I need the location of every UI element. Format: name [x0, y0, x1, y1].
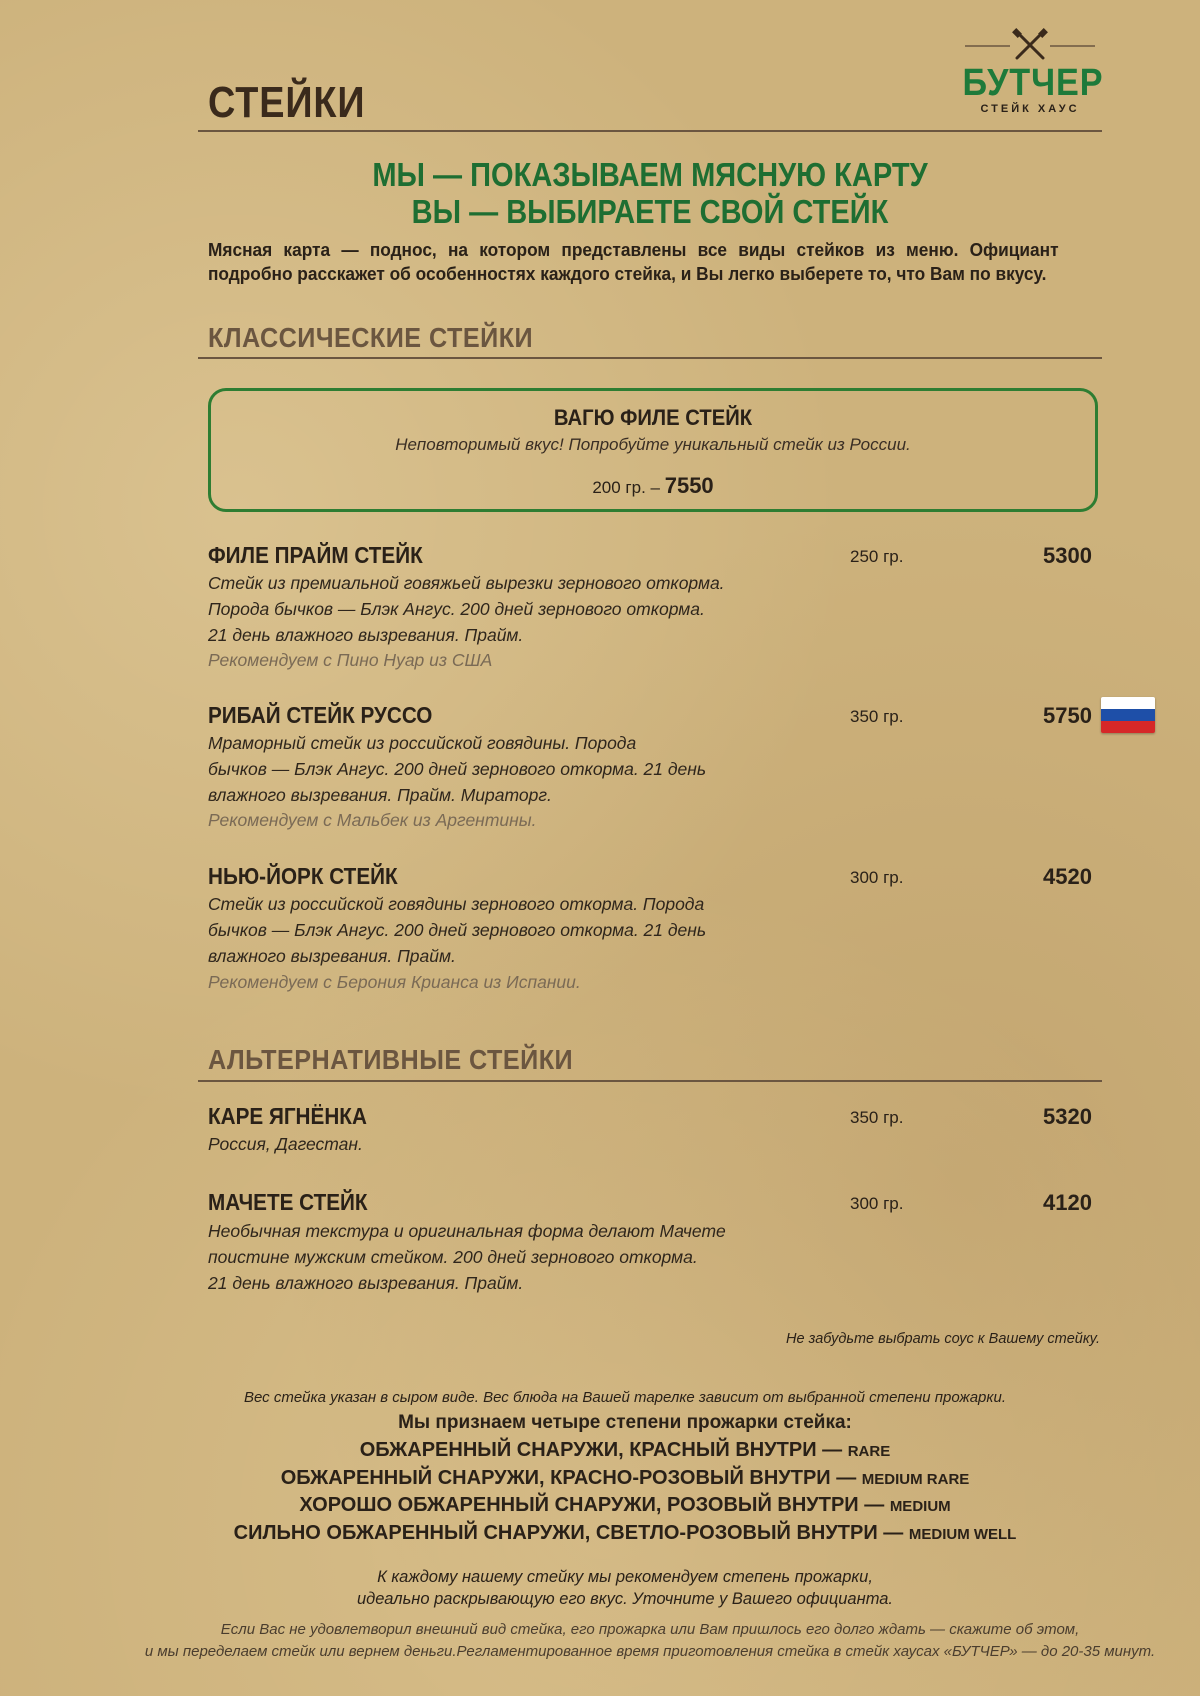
doneness-intro: Мы признаем четыре степени прожарки стейка: [398, 1412, 852, 1433]
guarantee-note-line: Если Вас не удовлетворил внешний вид стейка, его прожарка или Вам пришлось его долго ждать — скажите об этом, [220, 1621, 1080, 1638]
menu-item-desc-line: 21 день влажного вызревания. Прайм. [208, 1273, 524, 1293]
doneness-level [150, 1467, 1100, 1490]
doneness-recommendation-line: идеально раскрывающую его вкус. Уточните у Вашего официанта. [356, 1590, 894, 1608]
menu-item-weight: 300 гр. [850, 1194, 904, 1213]
menu-item-weight: 250 гр. [850, 547, 904, 566]
slogan-line-1: МЫ — ПОКАЗЫВАЕМ МЯСНУЮ КАРТУ [372, 156, 928, 193]
doneness-level-ru: СИЛЬНО ОБЖАРЕННЫЙ СНАРУЖИ, СВЕТЛО-РОЗОВЫЙ ВНУТРИ — [233, 1522, 904, 1544]
menu-item-desc [208, 730, 808, 808]
menu-item-weight: 300 гр. [850, 868, 904, 887]
page-title: СТЕЙКИ [208, 78, 366, 127]
doneness-level-ru: ХОРОШО ОБЖАРЕННЫЙ СНАРУЖИ, РОЗОВЫЙ ВНУТРИ — [299, 1494, 885, 1516]
menu-item-desc-line: бычков — Блэк Ангус. 200 дней зернового откорма. 21 день [208, 759, 707, 779]
menu-item-desc-line: Мраморный стейк из российской говядины. Порода [208, 733, 637, 753]
menu-item-desc-line: Стейк из премиальной говяжьей вырезки зернового откорма. [208, 573, 725, 593]
menu-item-weight: 350 гр. [850, 707, 904, 726]
title-divider [198, 130, 1102, 132]
menu-item-price: 5300 [1043, 543, 1092, 568]
russian-flag-icon [1101, 697, 1155, 733]
menu-item-desc-line: Стейк из российской говядины зернового откорма. Порода [208, 894, 705, 914]
menu-item-price: 5750 [1043, 703, 1092, 728]
menu-item-wine-recommendation: Рекомендуем с Берония Крианса из Испании. [208, 972, 581, 992]
doneness-level-en: RARE [847, 1443, 891, 1460]
menu-item-weight: 350 гр. [850, 1108, 904, 1127]
intro-text: Мясная карта — поднос, на котором представлены все виды стейков из меню. Официант подробно расскажет об особенностях каждого стейка, и Вы легко выберете то, что Вам по вкусу. [208, 240, 1059, 284]
menu-item-wine-recommendation: Рекомендуем с Пино Нуар из США [208, 650, 493, 670]
logo-name: БУТЧЕР [962, 62, 1104, 104]
menu-item-name: НЬЮ-ЙОРК СТЕЙК [208, 863, 398, 889]
menu-item-desc-line: поистине мужским стейком. 200 дней зернового откорма. [208, 1247, 698, 1267]
doneness-level-en: MEDIUM RARE [861, 1471, 970, 1488]
featured-steak-name: ВАГЮ ФИЛЕ СТЕЙК [553, 405, 753, 430]
doneness-level-ru: ОБЖАРЕННЫЙ СНАРУЖИ, КРАСНЫЙ ВНУТРИ — [359, 1439, 843, 1461]
guarantee-note-line: и мы переделаем стейк или вернем деньги.Регламентированное время приготовления стейка в стейк хаусах «БУТЧЕР» — до 20-35 минут. [144, 1643, 1156, 1660]
doneness-level-en: MEDIUM WELL [908, 1526, 1017, 1543]
slogan-line-2: ВЫ — ВЫБИРАЕТЕ СВОЙ СТЕЙК [411, 193, 889, 230]
featured-steak-weight: 200 гр. – [592, 478, 660, 497]
menu-item-wine-recommendation: Рекомендуем с Мальбек из Аргентины. [208, 810, 537, 830]
section-title-alternative: АЛЬТЕРНАТИВНЫЕ СТЕЙКИ [208, 1044, 574, 1075]
menu-item-desc [208, 1131, 808, 1157]
menu-item-desc-line: бычков — Блэк Ангус. 200 дней зернового откорма. 21 день [208, 920, 707, 940]
menu-item-name: КАРЕ ЯГНЁНКА [208, 1103, 367, 1129]
section-divider [198, 357, 1102, 359]
menu-item-price: 4520 [1043, 864, 1092, 889]
menu-item-price: 5320 [1043, 1104, 1092, 1129]
menu-item-desc [208, 1218, 808, 1296]
menu-item-name: РИБАЙ СТЕЙК РУССО [208, 702, 433, 728]
doneness-level-en: MEDIUM [889, 1498, 951, 1515]
featured-steak-desc: Неповторимый вкус! Попробуйте уникальный стейк из России. [395, 435, 911, 454]
menu-item-desc-line: влажного вызревания. Прайм. Мираторг. [208, 785, 552, 805]
menu-item-desc-line: Порода бычков — Блэк Ангус. 200 дней зернового откорма. [208, 599, 705, 619]
doneness-level-ru: ОБЖАРЕННЫЙ СНАРУЖИ, КРАСНО-РОЗОВЫЙ ВНУТРИ — [280, 1467, 857, 1489]
sauce-note: Не забудьте выбрать соус к Вашему стейку. [786, 1331, 1100, 1347]
logo-subtitle: СТЕЙК ХАУС [980, 103, 1080, 115]
section-title-classic: КЛАССИЧЕСКИЕ СТЕЙКИ [208, 322, 534, 353]
menu-item-desc-line: 21 день влажного вызревания. Прайм. [208, 625, 524, 645]
menu-item-price: 4120 [1043, 1190, 1092, 1215]
featured-steak-price-line [211, 473, 1095, 499]
crossed-knife-fork-icon [955, 28, 1105, 60]
doneness-level [150, 1439, 1100, 1462]
doneness-level [150, 1494, 1100, 1517]
menu-item-name: МАЧЕТЕ СТЕЙК [208, 1189, 368, 1215]
featured-steak-box [208, 388, 1098, 512]
menu-item-desc-line: Россия, Дагестан. [208, 1134, 363, 1154]
menu-item-desc [208, 570, 808, 648]
menu-item-name: ФИЛЕ ПРАЙМ СТЕЙК [208, 542, 423, 568]
weight-note: Вес стейка указан в сыром виде. Вес блюда на Вашей тарелке зависит от выбранной степени прожарки. [244, 1389, 1006, 1406]
menu-item-desc [208, 891, 808, 969]
featured-steak-price: 7550 [664, 473, 714, 498]
doneness-recommendation-line: К каждому нашему стейку мы рекомендуем степень прожарки, [377, 1568, 873, 1586]
section-divider [198, 1080, 1102, 1082]
logo [955, 28, 1105, 115]
doneness-level [150, 1522, 1100, 1545]
menu-item-desc-line: Необычная текстура и оригинальная форма делают Мачете [208, 1221, 726, 1241]
menu-item-desc-line: влажного вызревания. Прайм. [208, 946, 456, 966]
